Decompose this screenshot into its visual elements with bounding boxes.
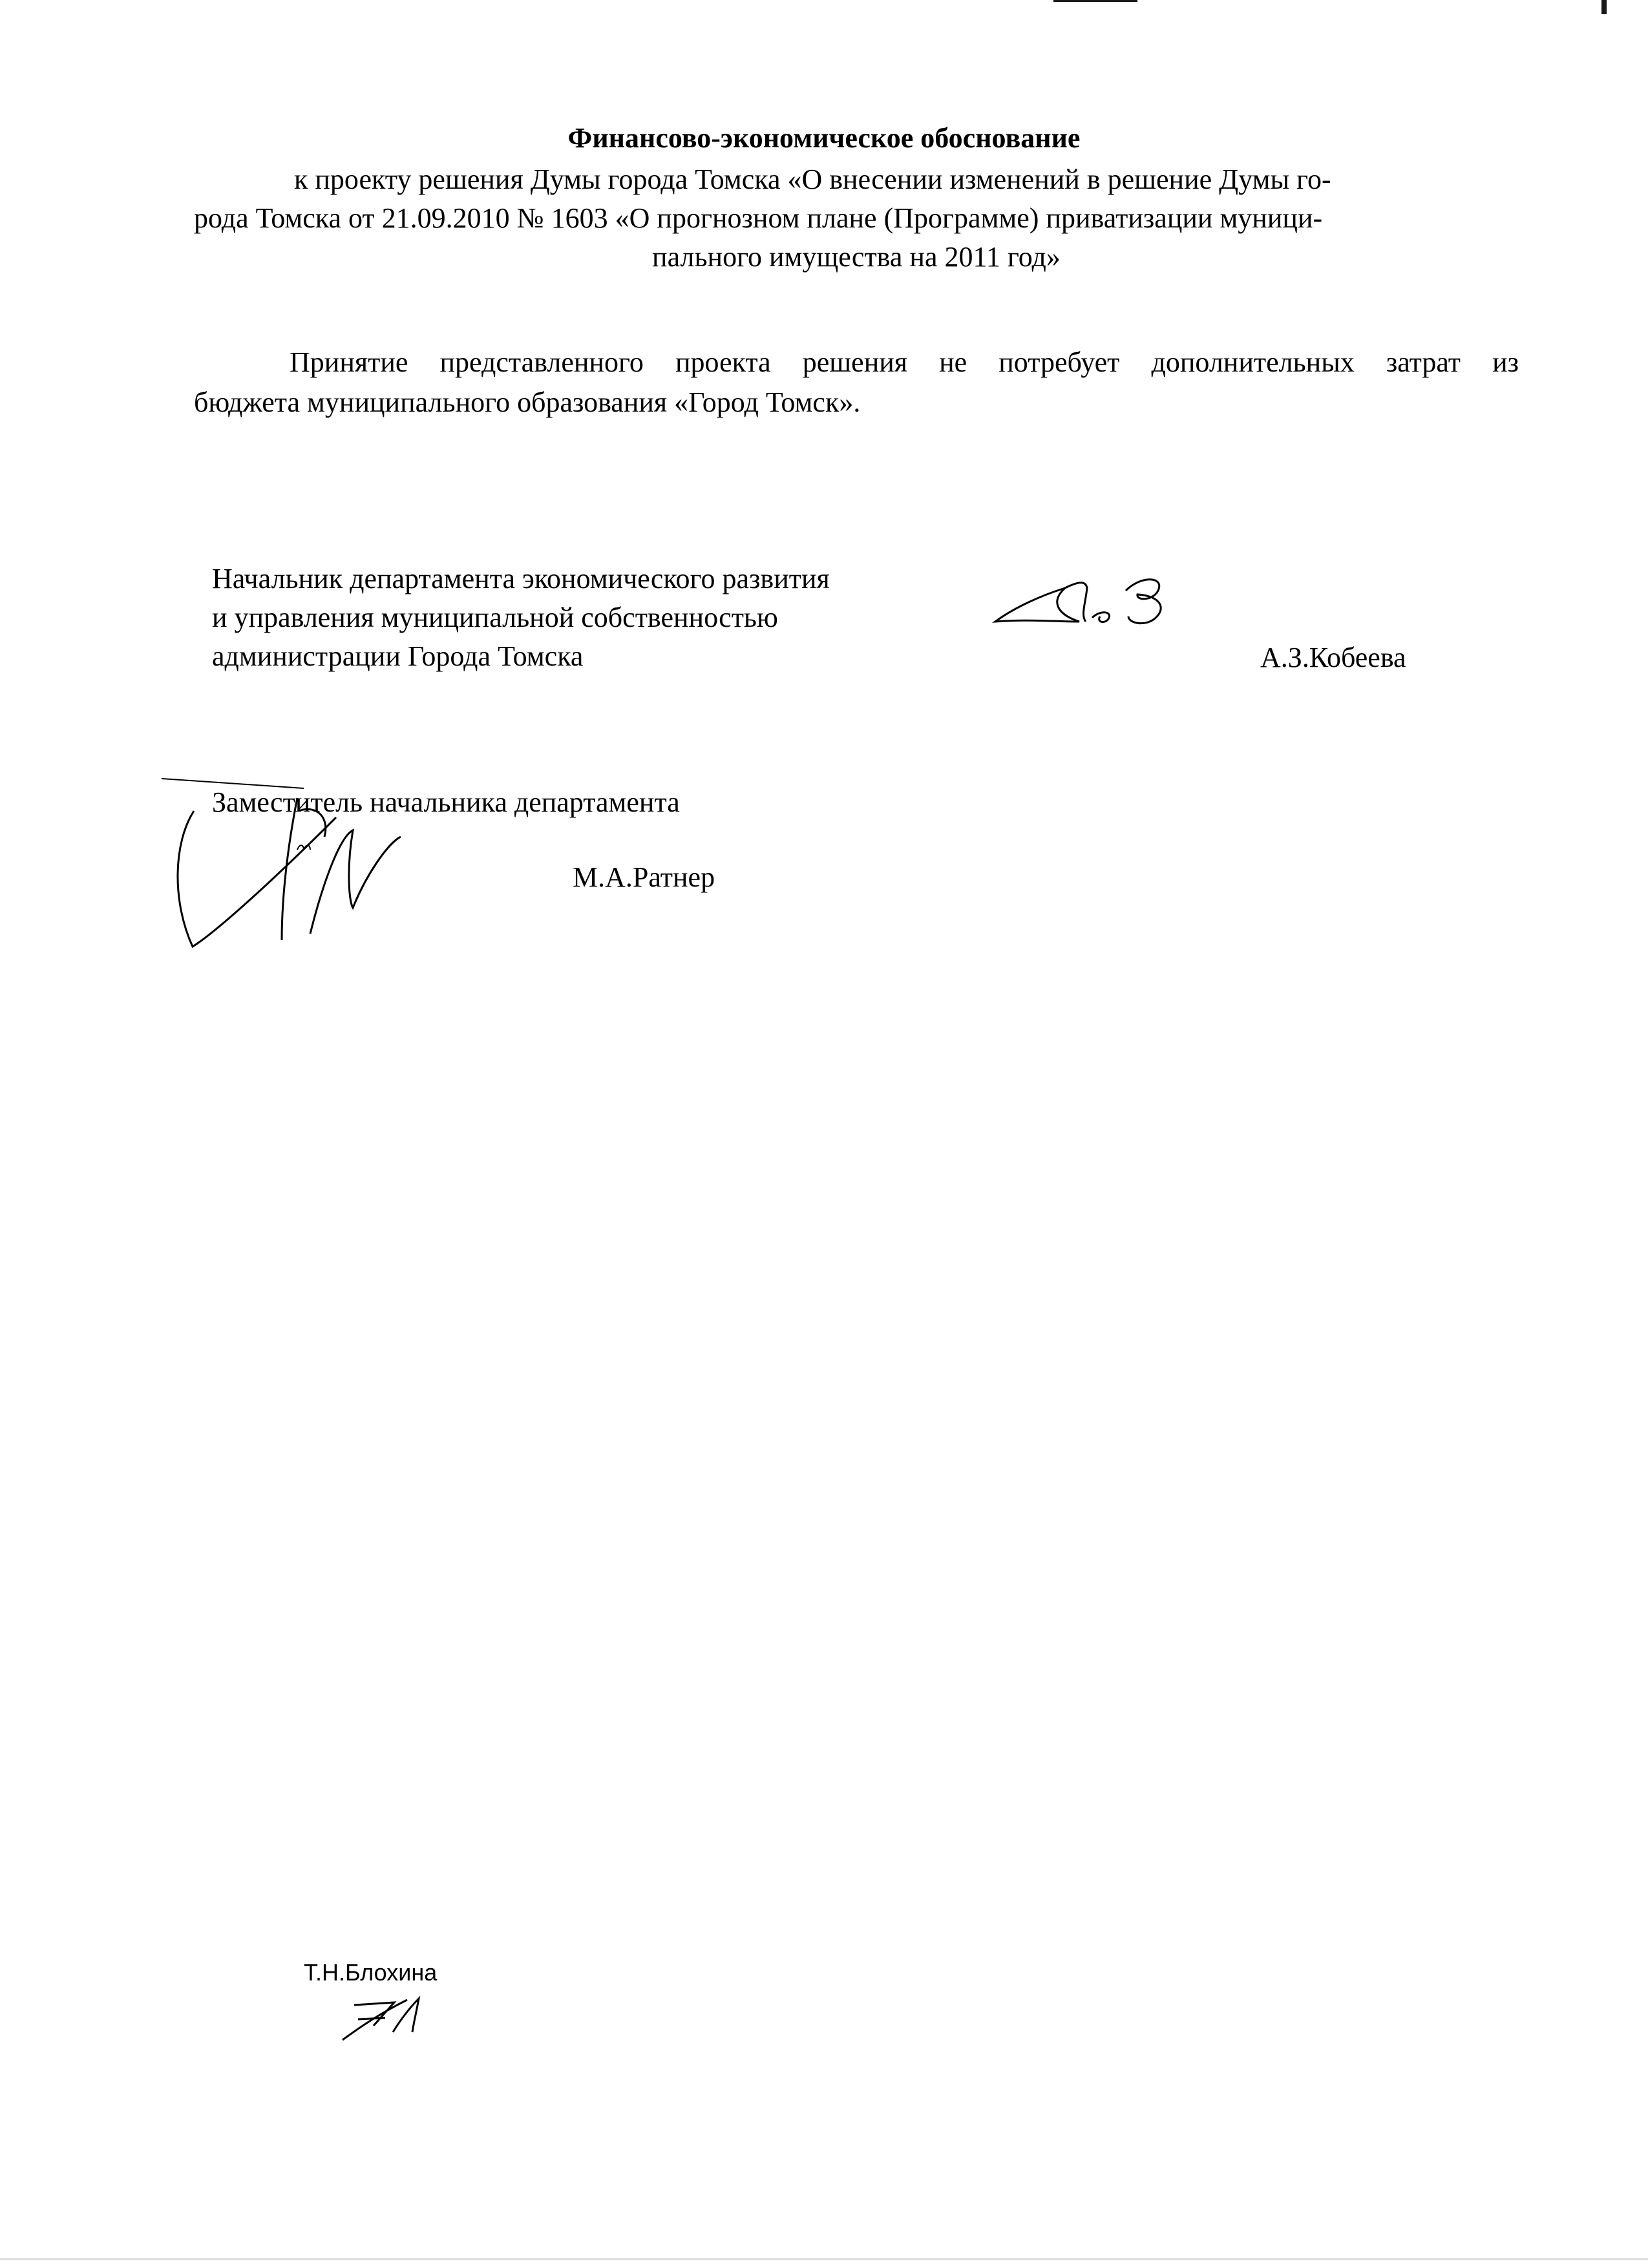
- signatory2-position: Заместитель начальника департамента: [212, 786, 680, 818]
- signature-blokhina-icon: [336, 1987, 427, 2045]
- signature-ratner-icon: [155, 772, 465, 953]
- signatory1-position-line: и управления муниципальной собственностью: [212, 602, 778, 633]
- body-line-1: Принятие представленного проекта решения не потребует дополнительных затрат из: [290, 346, 1519, 378]
- signatory1-position-line: Начальник департамента экономического развития: [212, 563, 830, 594]
- subject-line-3: пального имущества на 2011 год»: [652, 241, 1061, 273]
- subject-line-1: к проекту решения Думы города Томска «О внесении изменений в решение Думы го-: [294, 163, 1331, 195]
- signature-kobeeva-icon: [989, 562, 1183, 640]
- subject-line-2: рода Томска от 21.09.2010 № 1603 «О прогнозном плане (Программе) приватизации муници-: [194, 202, 1323, 234]
- signatory1-name: А.З.Кобеева: [1260, 642, 1406, 673]
- document-title: Финансово-экономическое обоснование: [567, 122, 1081, 154]
- signatory1-position: [212, 560, 830, 676]
- scan-edge-mark: [1601, 0, 1607, 14]
- signatory2-name: М.А.Ратнер: [573, 861, 715, 893]
- scan-edge-mark: [1053, 0, 1137, 2]
- document-body: [194, 342, 1519, 423]
- body-line-2: бюджета муниципального образования «Город Томск».: [194, 386, 861, 418]
- signatory1-position-line: администрации Города Томска: [212, 640, 584, 672]
- document-subject: [194, 160, 1519, 277]
- scan-edge-mark: [0, 2258, 1648, 2260]
- executor-name: Т.Н.Блохина: [304, 1959, 438, 1986]
